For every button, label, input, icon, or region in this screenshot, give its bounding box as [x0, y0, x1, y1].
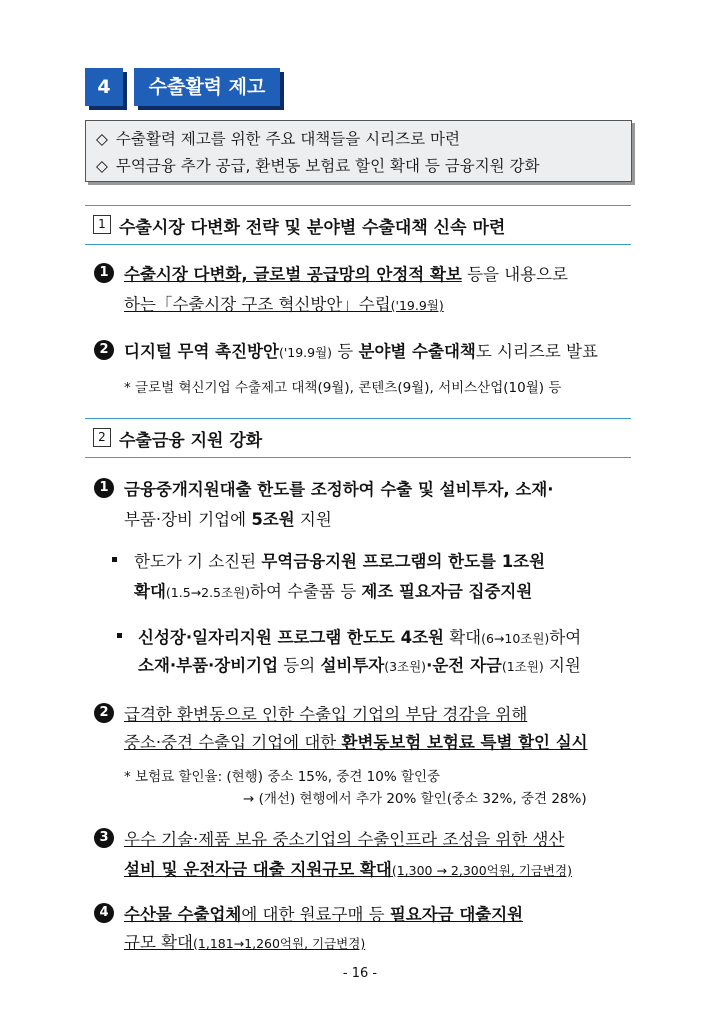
item-text: 급격한 환변동으로 인한 수출입 기업의 부담 경감을 위해 [124, 705, 528, 724]
subsection-header-1 [85, 205, 631, 245]
sub-item-text: 한도가 기 소진된 무역금융지원 프로그램의 한도를 1조원 [134, 552, 546, 571]
summary-line: ◇ 수출활력 제고를 위한 주요 대책들을 시리즈로 마련 [96, 130, 460, 148]
item-text: 규모 확대(1,181→1,260억원, 기금변경) [124, 933, 366, 952]
section-title: 수출활력 제고 [134, 68, 280, 106]
item-text: 금융중개지원대출 한도를 조정하여 수출 및 설비투자, 소재· [124, 480, 554, 499]
numbered-bullet-icon: 1 [94, 478, 114, 498]
item-text: 수출시장 다변화, 글로벌 공급망의 안정적 확보 등을 내용으로 [124, 265, 568, 284]
summary-line: ◇ 무역금융 추가 공급, 환변동 보험료 할인 확대 등 금융지원 강화 [96, 157, 540, 175]
footnote: * 보험료 할인율: (현행) 중소 15%, 중견 10% 할인중 [124, 769, 441, 785]
numbered-bullet-icon: 3 [94, 828, 114, 848]
numbered-bullet-icon: 2 [94, 703, 114, 723]
square-bullet-icon [117, 633, 122, 638]
numbered-bullet-icon: 1 [94, 263, 114, 283]
item-text: 중소·중견 수출입 기업에 대한 환변동보험 보험료 특별 할인 실시 [124, 733, 588, 752]
numbered-bullet-icon: 2 [94, 340, 114, 360]
item-text: 디지털 무역 촉진방안('19.9월) 등 분야별 수출대책도 시리즈로 발표 [124, 342, 598, 361]
item-text: 우수 기술·제품 보유 중소기업의 수출인프라 조성을 위한 생산 [124, 830, 565, 849]
summary-box [85, 120, 632, 182]
item-text: 부품·장비 기업에 5조원 지원 [124, 510, 332, 529]
subsection-title: 수출시장 다변화 전략 및 분야별 수출대책 신속 마련 [119, 218, 506, 238]
sub-item-text: 신성장·일자리지원 프로그램 한도도 4조원 확대(6→10조원)하여 [138, 628, 582, 647]
page-number: - 16 - [342, 966, 378, 981]
subsection-header-2 [85, 418, 631, 458]
numbered-bullet-icon: 4 [94, 903, 114, 923]
square-bullet-icon [112, 557, 117, 562]
subsection-title: 수출금융 지원 강화 [119, 431, 263, 451]
diamond-icon: ◇ [96, 157, 108, 175]
sub-item-text: 확대(1.5→2.5조원)하여 수출품 등 제조 필요자금 집중지원 [134, 582, 533, 601]
footnote: * 글로벌 혁신기업 수출제고 대책(9월), 콘텐츠(9월), 서비스산업(10월) 등 [124, 380, 562, 396]
item-text: 하는「수출시장 구조 혁신방안」수립('19.9월) [124, 295, 444, 314]
item-text: 설비 및 운전자금 대출 지원규모 확대(1,300 → 2,300억원, 기금변경) [124, 860, 572, 879]
section-number-badge: 4 [85, 68, 123, 106]
sub-item-text: 소재·부품·장비기업 등의 설비투자(3조원)·운전 자금(1조원) 지원 [138, 656, 581, 675]
subsection-number: 2 [93, 428, 111, 447]
item-text: 수산물 수출업체에 대한 원료구매 등 필요자금 대출지원 [124, 905, 524, 924]
subsection-number: 1 [93, 215, 111, 234]
diamond-icon: ◇ [96, 130, 108, 148]
footnote: → (개선) 현행에서 추가 20% 할인(중소 32%, 중견 28%) [243, 791, 587, 807]
